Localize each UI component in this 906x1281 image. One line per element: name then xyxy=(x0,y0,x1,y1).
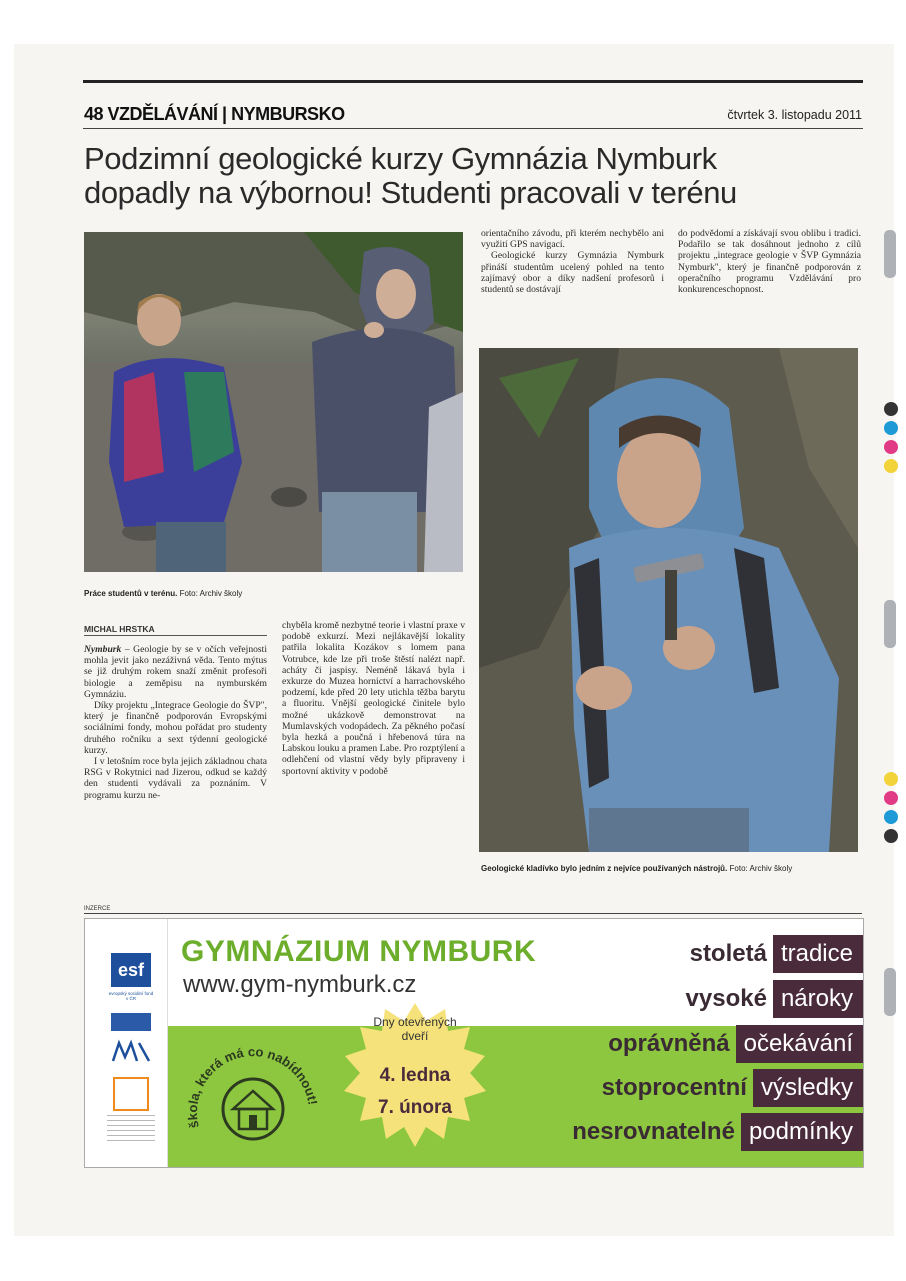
claim-2-word: vysoké xyxy=(685,985,767,1012)
open-day-date-1: 4. ledna xyxy=(379,1065,451,1086)
eu-flag-icon xyxy=(111,1013,151,1031)
ad-slogan-seal xyxy=(177,1037,325,1161)
photo-students-in-field xyxy=(84,232,463,572)
claim-2-highlight: nároky xyxy=(773,980,863,1018)
photo-hammer-illustration xyxy=(479,348,858,852)
col1-paragraph-1 xyxy=(84,644,267,700)
headline-line-1: Podzimní geologické kurzy Gymnázia Nymburk xyxy=(84,141,717,176)
photo-students-illustration xyxy=(84,232,463,572)
ad-claim-4 xyxy=(602,1069,863,1107)
photo2-caption-title: Geologické kladívko bylo jedním z nejvíce používaných nástrojů. xyxy=(481,864,728,873)
print-grey-bar-3 xyxy=(884,968,896,1016)
author-byline: MICHAL HRSTKA xyxy=(84,624,155,634)
ad-school-name: GYMNÁZIUM NYMBURK xyxy=(181,935,537,968)
claim-3-word: oprávněná xyxy=(608,1030,730,1057)
photo2-caption xyxy=(481,864,792,873)
print-grey-bar-2 xyxy=(884,600,896,648)
article-column-1 xyxy=(84,644,267,801)
op-vk-fineprint xyxy=(107,1115,155,1145)
ad-claim-1 xyxy=(690,935,863,973)
header-rule xyxy=(83,128,863,129)
photo2-caption-credit: Foto: Archiv školy xyxy=(729,864,793,873)
open-day-date-2: 7. února xyxy=(378,1097,452,1118)
article-column-4 xyxy=(678,228,861,295)
ad-claim-3 xyxy=(608,1025,863,1063)
ad-label: INZERCE xyxy=(84,906,111,912)
ad-rule xyxy=(84,913,862,914)
claim-1-highlight: tradice xyxy=(773,935,863,973)
headline-line-2: dopadly na výbornou! Studenti pracovali v terénu xyxy=(84,175,737,210)
dateline-place: Nymburk xyxy=(84,644,122,655)
open-day-label: Dny otevřených dveří xyxy=(373,1015,457,1043)
print-yellow-dot-2 xyxy=(884,772,898,786)
school-building-icon xyxy=(223,1079,283,1139)
print-black-dot-1 xyxy=(884,402,898,416)
col1-paragraph-2: Díky projektu „Integrace Geologie do ŠVP", který je finančně podporován Evropskými sociálními fondy, mohou pořádat pro studenty druhého ročníku a sext týdenní geologické kurzy. xyxy=(84,700,267,756)
photo-geologic-hammer xyxy=(479,348,858,852)
op-vk-logo-icon xyxy=(113,1077,149,1111)
print-grey-bar-1 xyxy=(884,230,896,278)
col3-paragraph-2: Geologické kurzy Gymnázia Nymburk přináší studentům ucelený pohled na tento zajímavý obor a díky nadšení profesorů i studentů se dostávají xyxy=(481,250,664,296)
byline-rule xyxy=(84,635,267,636)
print-cyan-dot-2 xyxy=(884,810,898,824)
print-black-dot-2 xyxy=(884,829,898,843)
claim-5-highlight: podmínky xyxy=(741,1113,863,1151)
photo1-caption xyxy=(84,589,242,598)
ad-slogan-text: škola, která má co nabídnout! xyxy=(184,1044,321,1130)
col1-lead-text: – Geologie by se v očích veřejnosti mohla jevit jako nezáživná věda. Tento mýtus se již druhým rokem snaží změnit profesoři biologie a zeměpisu na nymburském Gymnáziu. xyxy=(84,644,267,700)
claim-4-highlight: výsledky xyxy=(753,1069,863,1107)
claim-4-word: stoprocentní xyxy=(601,1074,747,1101)
print-yellow-dot-1 xyxy=(884,459,898,473)
col2-paragraph: chyběla kromě nezbytné teorie i vlastní praxe v podobě exkurzí. Mezi nejlákavější lokality patřila lokalita Kozákov s lomem pana Votrubce, kde lze při troše štěstí nalézt např. acháty či jaspisy. Neméně lákavá byla i exkurze do Muzea hornictví a harrachovského podzemí, kde před 20 lety utichla těžba barytu a fluoritu. Vnější geologické činitele bylo možné ukázkově demonstrovat na Mumlavských vodopádech. Za pěkného počasí byla hezká a poučná i hřebenová túra na Labskou louku a pramen Labe. Pro rozptýlení a odlehčení od vlastní vědy byly připraveny i sportovní aktivity v podobě xyxy=(282,620,465,777)
claim-1-word: stoletá xyxy=(689,940,767,967)
col1-paragraph-3: I v letošním roce byla jejich základnou chata RSG v Rokytnici nad Jizerou, odkud se každý den studenti vydávali za poznáním. V programu kurzu ne- xyxy=(84,756,267,801)
article-column-2 xyxy=(282,620,465,777)
issue-date: čtvrtek 3. listopadu 2011 xyxy=(727,108,862,122)
col4-paragraph: do podvědomí a získávají svou oblibu i tradici. Podařilo se tak dosáhnout jednoho z cílů projektu „integrace geologie v ŠVP Gymnázia Nymburk", který je finančně podporován z operačního programu Vzdělávání pro konkurenceschopnost. xyxy=(678,228,861,296)
section-header: 48 VZDĚLÁVÁNÍ | NYMBURSKO xyxy=(84,104,345,124)
esf-logo: esf xyxy=(111,953,151,987)
ad-logo-strip xyxy=(85,919,168,1167)
photo1-caption-credit: Foto: Archiv školy xyxy=(179,589,243,598)
claim-3-highlight: očekávání xyxy=(736,1025,863,1063)
top-rule xyxy=(83,80,863,83)
esf-logo-subtitle: evropský sociální fond v ČR xyxy=(108,991,154,1001)
claim-5-word: nesrovnatelné xyxy=(572,1118,735,1145)
print-magenta-dot-1 xyxy=(884,440,898,454)
article-headline xyxy=(84,142,804,210)
ad-school-url[interactable]: www.gym-nymburk.cz xyxy=(183,971,417,998)
col3-paragraph-1: orientačního závodu, při kterém nechybělo ani využití GPS navigací. xyxy=(481,228,664,251)
photo1-caption-title: Práce studentů v terénu. xyxy=(84,589,178,598)
ad-claim-5 xyxy=(572,1113,863,1151)
print-magenta-dot-2 xyxy=(884,791,898,805)
school-advertisement xyxy=(84,918,864,1168)
article-column-3 xyxy=(481,228,664,295)
ad-claim-2 xyxy=(686,980,863,1018)
msmt-logo-icon xyxy=(111,1039,151,1065)
print-cyan-dot-1 xyxy=(884,421,898,435)
